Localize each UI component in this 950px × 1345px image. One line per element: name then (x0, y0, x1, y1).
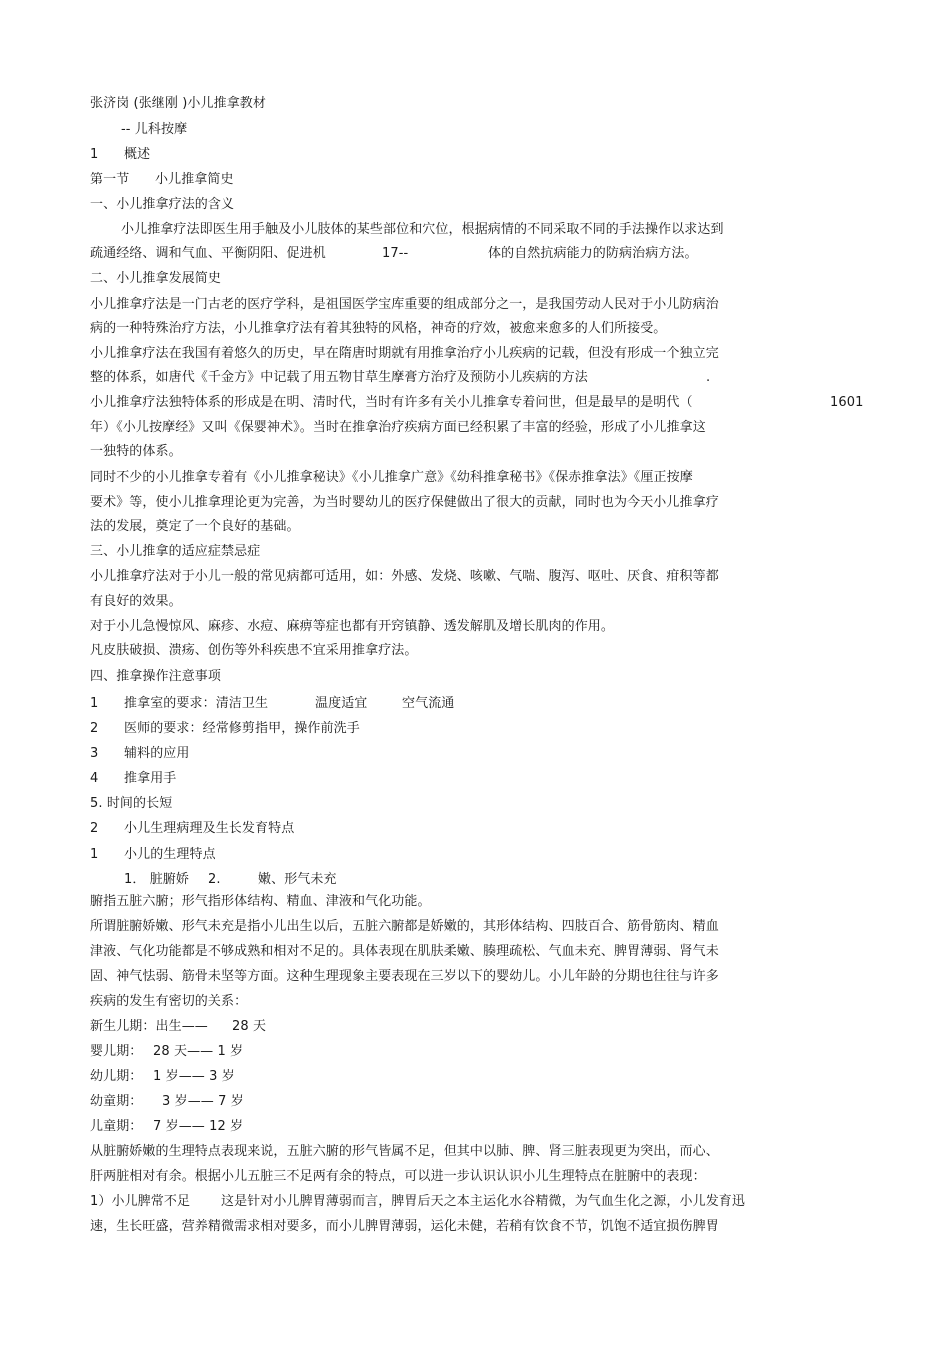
heading-san: 三、小儿推拿的适应症禁忌症 (90, 544, 261, 559)
item-number: 1 (90, 696, 99, 711)
age-period-value: 28 天—— 1 岁 (153, 1044, 244, 1059)
text-fragment: 这是针对小儿脾胃薄弱而言，脾胃后天之本主运化水谷精微，为气血生化之源，小儿发育迅 (221, 1194, 746, 1209)
chapter-number: 1 (90, 147, 99, 162)
age-period-label: 儿童期： (90, 1119, 143, 1134)
text-fragment: 整的体系，如唐代《千金方》中记载了用五物甘草生摩膏方治疗及预防小儿疾病的方法 (90, 370, 588, 385)
paragraph-line: 凡皮肤破损、溃疡、创伤等外科疾患不宜采用推拿疗法。 (90, 643, 418, 658)
chapter-title: 小儿生理病理及生长发育特点 (124, 821, 295, 836)
item-text: 空气流通 (402, 696, 455, 711)
paragraph-line: 一独特的体系。 (90, 444, 182, 459)
subsection-title: 小儿的生理特点 (124, 847, 216, 862)
text-fragment: 2. (208, 872, 221, 887)
age-period-label: 婴儿期： (90, 1044, 143, 1059)
item-text: 推拿用手 (124, 771, 177, 786)
age-period-value: 28 天 (232, 1019, 267, 1034)
text-fragment: 17-- (382, 246, 409, 261)
paragraph-line: 要术》等，使小儿推拿理论更为完善，为当时婴幼儿的医疗保健做出了很大的贡献，同时也为今天小儿推拿疗 (90, 495, 719, 510)
section-number: 第一节 (90, 172, 130, 187)
age-period-label: 幼童期： (90, 1094, 143, 1109)
paragraph-line: 固、神气怯弱、筋骨未坚等方面。这种生理现象主要表现在三岁以下的婴幼儿。小儿年龄的分期也往往与许多 (90, 969, 719, 984)
paragraph-line: 同时不少的小儿推拿专着有《小儿推拿秘诀》《小儿推拿广意》《幼科推拿秘书》《保赤推拿法》《厘正按摩 (90, 470, 693, 485)
paragraph-line: 疾病的发生有密切的关系： (90, 994, 248, 1009)
text-fragment: 体的自然抗病能力的防病治病方法。 (488, 246, 698, 261)
paragraph-line: 法的发展，奠定了一个良好的基础。 (90, 519, 300, 534)
age-period-label: 新生儿期：出生—— (90, 1019, 208, 1034)
list-item: 5. 时间的长短 (90, 796, 173, 811)
age-period-value: 1 岁—— 3 岁 (153, 1069, 235, 1084)
subsection-number: 1 (90, 847, 99, 862)
paragraph-line: 小儿推拿疗法在我国有着悠久的历史，早在隋唐时期就有用推拿治疗小儿疾病的记载，但没有形成一个独立完 (90, 346, 719, 361)
text-fragment: 1601 (830, 395, 864, 410)
heading-si: 四、推拿操作注意事项 (90, 669, 222, 684)
text-fragment: 1）小儿脾常不足 (90, 1194, 191, 1209)
text-fragment: 疏通经络、调和气血、平衡阴阳、促进机 (90, 246, 326, 261)
paragraph-line: 小儿推拿疗法对于小儿一般的常见病都可适用，如：外感、发烧、咳嗽、气喘、腹泻、呕吐、厌食、疳积等都 (90, 569, 719, 584)
paragraph-line: 病的一种特殊治疗方法，小儿推拿疗法有着其独特的风格，神奇的疗效，被愈来愈多的人们所接受。 (90, 321, 667, 336)
heading-er: 二、小儿推拿发展简史 (90, 271, 222, 286)
paragraph-line: 腑指五脏六腑；形气指形体结构、精血、津液和气化功能。 (90, 894, 431, 909)
text-fragment: 小儿推拿疗法独特体系的形成是在明、清时代，当时有许多有关小儿推拿专着问世，但是最早的是明代（ (90, 395, 693, 410)
document-title: 张济岗 (张继刚 )小儿推拿教材 (90, 96, 267, 111)
paragraph-line: 有良好的效果。 (90, 594, 182, 609)
chapter-title: 概述 (124, 147, 151, 162)
paragraph-line: 小儿推拿疗法是一门古老的医疗学科，是祖国医学宝库重要的组成部分之一，是我国劳动人民对于小儿防病治 (90, 297, 719, 312)
paragraph-line: 所谓脏腑娇嫩、形气未充是指小儿出生以后，五脏六腑都是娇嫩的，其形体结构、四肢百合、筋骨筋肉、精血 (90, 919, 719, 934)
paragraph-line: 速，生长旺盛，营养精微需求相对要多，而小儿脾胃薄弱，运化未健，若稍有饮食不节，饥饱不适宜损伤脾胃 (90, 1219, 719, 1234)
item-number: 4 (90, 771, 99, 786)
age-period-value: 7 岁—— 12 岁 (153, 1119, 244, 1134)
text-fragment: 1． 脏腑娇 (124, 872, 190, 887)
age-period-label: 幼儿期： (90, 1069, 143, 1084)
chapter-number: 2 (90, 821, 99, 836)
section-title: 小儿推拿简史 (155, 172, 234, 187)
paragraph-line: 津液、气化功能都是不够成熟和相对不足的。具体表现在肌肤柔嫩、腠理疏松、气血未充、脾胃薄弱、肾气未 (90, 944, 719, 959)
item-number: 2 (90, 721, 99, 736)
item-text: 辅料的应用 (124, 746, 190, 761)
paragraph-line: 肝两脏相对有余。根据小儿五脏三不足两有余的特点，可以进一步认识认识小儿生理特点在脏腑中的表现： (90, 1169, 706, 1184)
item-number: 3 (90, 746, 99, 761)
item-text: 医师的要求：经常修剪指甲，操作前洗手 (124, 721, 360, 736)
text-fragment: 嫩、形气未充 (258, 872, 337, 887)
item-text: 温度适宜 (315, 696, 368, 711)
paragraph-line: 对于小儿急慢惊风、麻疹、水痘、麻痹等症也都有开窍镇静、透发解肌及增长肌肉的作用。 (90, 619, 615, 634)
heading-yi: 一、小儿推拿疗法的含义 (90, 197, 235, 212)
age-period-value: 3 岁—— 7 岁 (162, 1094, 244, 1109)
text-fragment: . (706, 370, 711, 385)
paragraph-line: 从脏腑娇嫩的生理特点表现来说，五脏六腑的形气皆属不足，但其中以肺、脾、肾三脏表现更为突出，而心、 (90, 1144, 719, 1159)
item-text: 推拿室的要求：清洁卫生 (124, 696, 269, 711)
document-subtitle: -- 儿科按摩 (121, 122, 188, 137)
paragraph-line: 小儿推拿疗法即医生用手触及小儿肢体的某些部位和穴位，根据病情的不同采取不同的手法操作以求达到 (121, 222, 724, 237)
paragraph-line: 年）《小儿按摩经》又叫《保婴神术》。当时在推拿治疗疾病方面已经积累了丰富的经验，形成了小儿推拿这 (90, 420, 706, 435)
